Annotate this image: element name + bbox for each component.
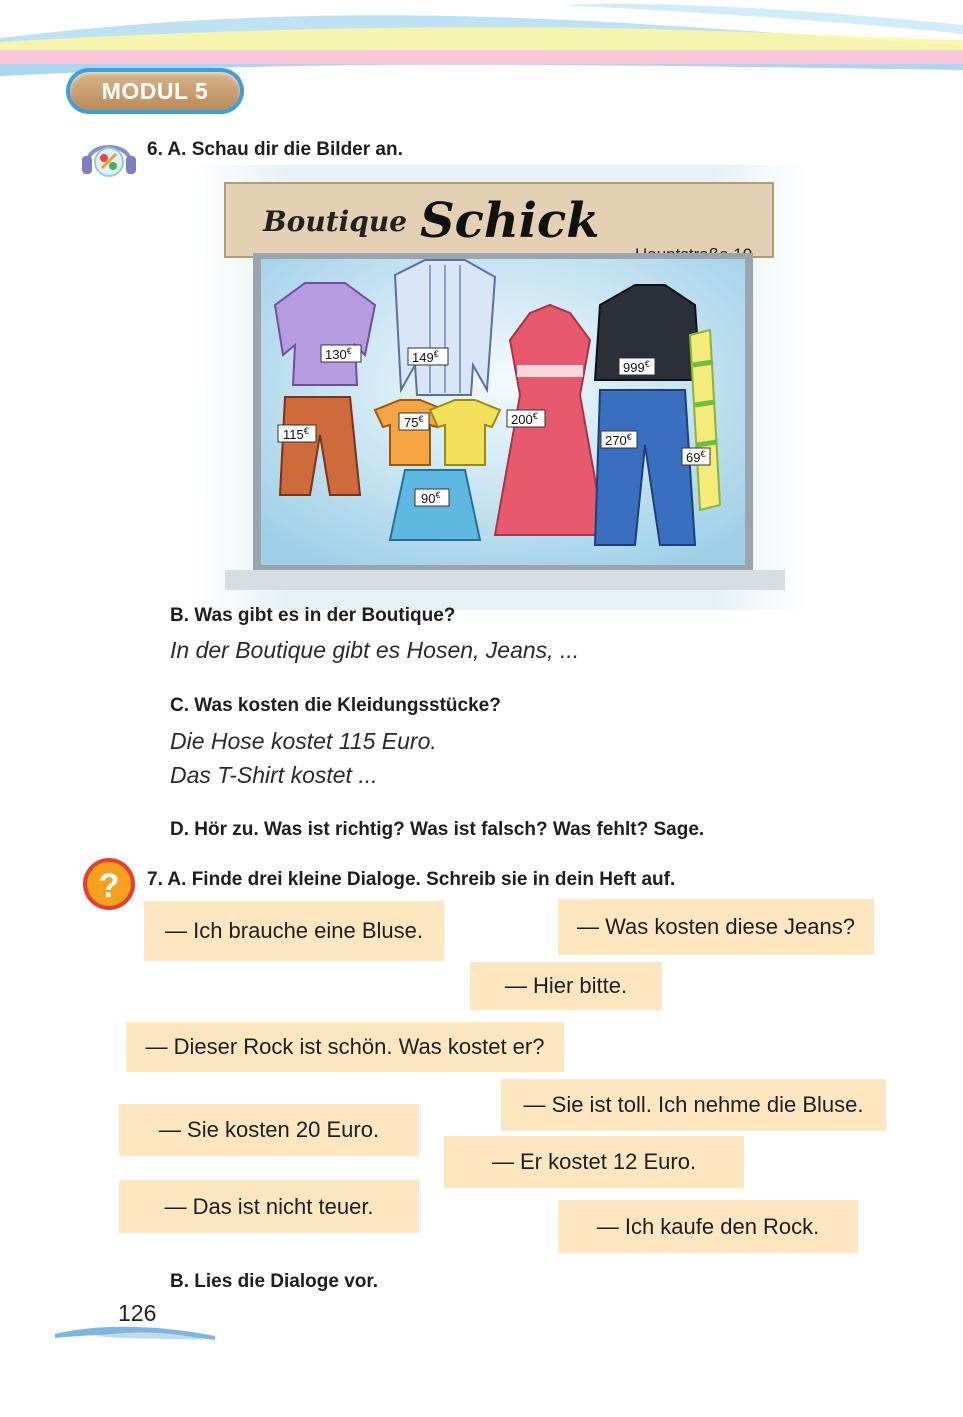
svg-text:?: ?	[98, 867, 120, 905]
module-badge	[66, 68, 244, 114]
dialogue-card: — Sie ist toll. Ich nehme die Bluse.	[501, 1079, 886, 1131]
price-tag-blouse: 130€	[325, 346, 352, 362]
dialogue-card: — Er kostet 12 Euro.	[444, 1136, 744, 1188]
price-tag-tshirt: 75€	[404, 414, 424, 430]
dialogue-card: — Ich kaufe den Rock.	[558, 1200, 858, 1253]
dialogue-card: — Sie kosten 20 Euro.	[119, 1104, 419, 1156]
task-6b-example: In der Boutique gibt es Hosen, Jeans, ...	[170, 637, 580, 663]
price-tag-jacket: 999€	[623, 359, 650, 375]
page-number: 126	[118, 1300, 157, 1326]
module-label: MODUL 5	[101, 77, 209, 104]
sign-boutique: Boutique	[263, 205, 408, 238]
price-tag-shirt: 149€	[412, 349, 439, 365]
price-tag-trousers: 115€	[283, 426, 309, 442]
dialogue-card: — Dieser Rock ist schön. Was kostet er?	[126, 1022, 564, 1072]
task-6b-question: B. Was gibt es in der Boutique?	[170, 605, 456, 626]
price-tag-jeans: 270€	[605, 432, 632, 448]
module-badge-inner	[70, 72, 240, 110]
question-mark-icon	[82, 857, 136, 911]
task-6c-question: C. Was kosten die Kleidungsstücke?	[170, 695, 501, 716]
dialogue-card: — Hier bitte.	[470, 962, 662, 1010]
task-6c-example-2: Das T-Shirt kostet ...	[170, 762, 378, 788]
dialogue-card: — Das ist nicht teuer.	[119, 1180, 419, 1233]
task-6d-instruction: D. Hör zu. Was ist richtig? Was ist falsch? Was fehlt? Sage.	[170, 819, 705, 840]
boutique-shop-window-illustration	[195, 165, 807, 610]
sign-schick: Schick	[420, 193, 600, 249]
price-tag-skirt: 90€	[421, 490, 441, 506]
task-6a-instruction: 6. A. Schau dir die Bilder an.	[147, 139, 403, 160]
headphones-icon	[78, 132, 140, 182]
task-6c-example-1: Die Hose kostet 115 Euro.	[170, 728, 437, 754]
price-tag-scarf: 69€	[686, 449, 706, 465]
task-7b-instruction: B. Lies die Dialoge vor.	[170, 1271, 379, 1292]
price-tag-dress: 200€	[511, 411, 538, 427]
dialogue-card: — Ich brauche eine Bluse.	[144, 901, 444, 961]
dialogue-card: — Was kosten diese Jeans?	[558, 899, 874, 955]
task-7a-instruction: 7. A. Finde drei kleine Dialoge. Schreib sie in dein Heft auf.	[147, 869, 676, 890]
bottom-decorative-wave	[55, 1322, 215, 1352]
